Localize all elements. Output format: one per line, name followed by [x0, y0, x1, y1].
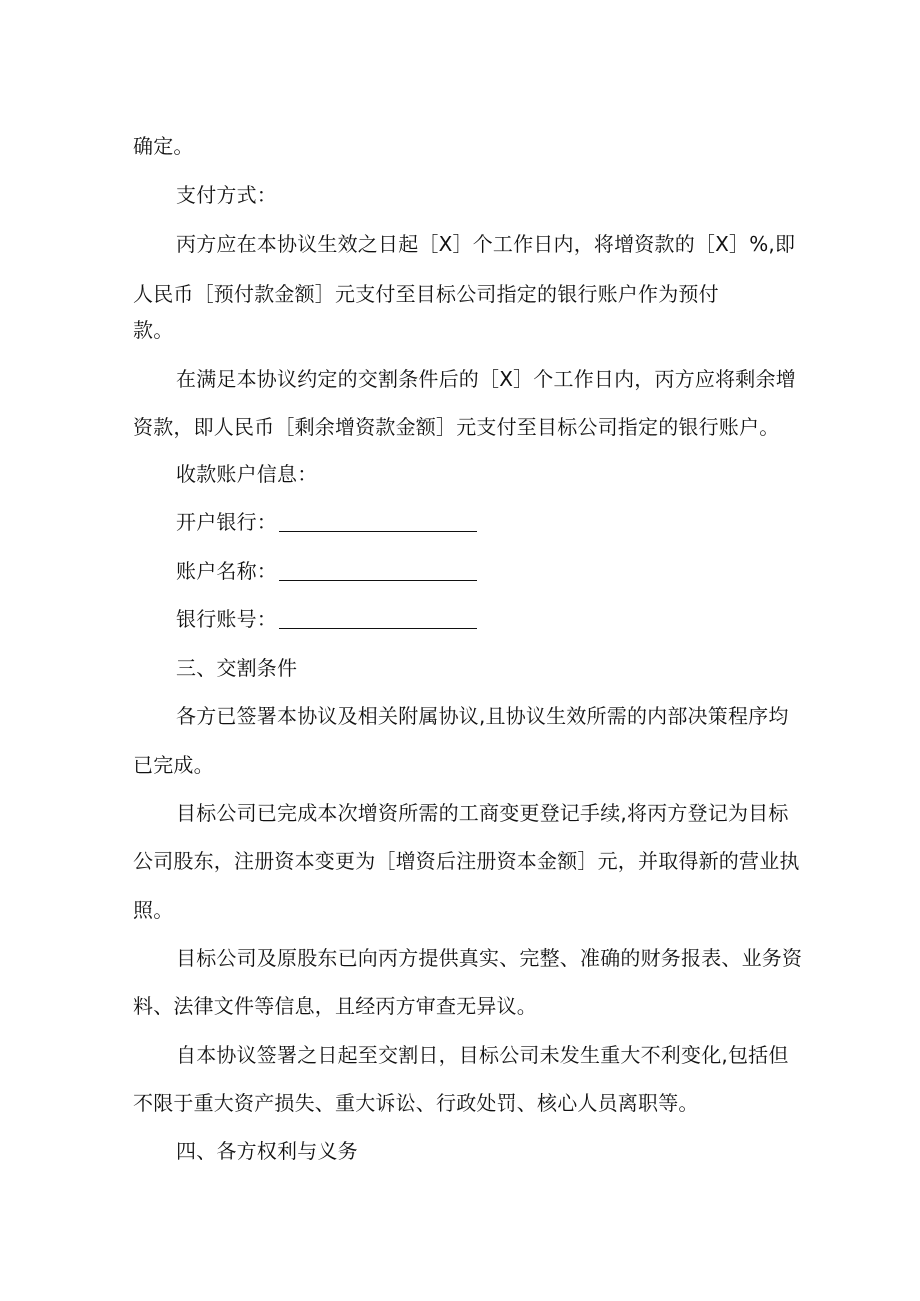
- account-name-blank: [279, 560, 477, 581]
- account-number-blank: [279, 608, 477, 629]
- bank-name-field: [176, 508, 477, 536]
- account-name-field: [176, 557, 477, 585]
- account-name-label: 账户名称：: [176, 559, 277, 583]
- text-line: 在满足本协议约定的交割条件后的［X］个工作日内，丙方应将剩余增: [176, 367, 796, 391]
- text-line: 照。: [133, 898, 174, 922]
- account-number-label: 银行账号：: [176, 607, 277, 631]
- text-line: 公司股东，注册资本变更为［增资后注册资本金额］元，并取得新的营业执: [133, 849, 800, 873]
- bank-name-label: 开户银行：: [176, 510, 277, 534]
- text-line: 目标公司及原股东已向丙方提供真实、完整、准确的财务报表、业务资: [176, 946, 803, 970]
- text-line: 已完成。: [133, 753, 214, 777]
- text-line: 目标公司已完成本次增资所需的工商变更登记手续,将丙方登记为目标: [176, 801, 789, 825]
- section-heading-closing-conditions: 三、交割条件: [176, 656, 298, 680]
- section-heading-rights-obligations: 四、各方权利与义务: [176, 1139, 358, 1163]
- account-info-heading: 收款账户信息：: [176, 462, 318, 486]
- account-number-field: [176, 605, 477, 633]
- text-line: 自本协议签署之日起至交割日，目标公司未发生重大不利变化,包括但: [176, 1043, 789, 1067]
- text-line: 资款，即人民币［剩余增资款金额］元支付至目标公司指定的银行账户。: [133, 415, 780, 439]
- text-line: 各方已签署本协议及相关附属协议,且协议生效所需的内部决策程序均: [176, 704, 789, 728]
- bank-name-blank: [279, 511, 477, 532]
- text-line: 料、法律文件等信息，且经丙方审查无异议。: [133, 994, 537, 1018]
- text-line: 不限于重大资产损失、重大诉讼、行政处罚、核心人员离职等。: [133, 1091, 699, 1115]
- text-line: 确定。: [133, 134, 194, 158]
- text-line: 丙方应在本协议生效之日起［X］个工作日内，将增资款的［X］%,即: [176, 232, 796, 256]
- text-line: 人民币［预付款金额］元支付至目标公司指定的银行账户作为预付: [133, 282, 719, 306]
- payment-method-heading: 支付方式：: [176, 183, 277, 207]
- text-line: 款。: [133, 318, 174, 342]
